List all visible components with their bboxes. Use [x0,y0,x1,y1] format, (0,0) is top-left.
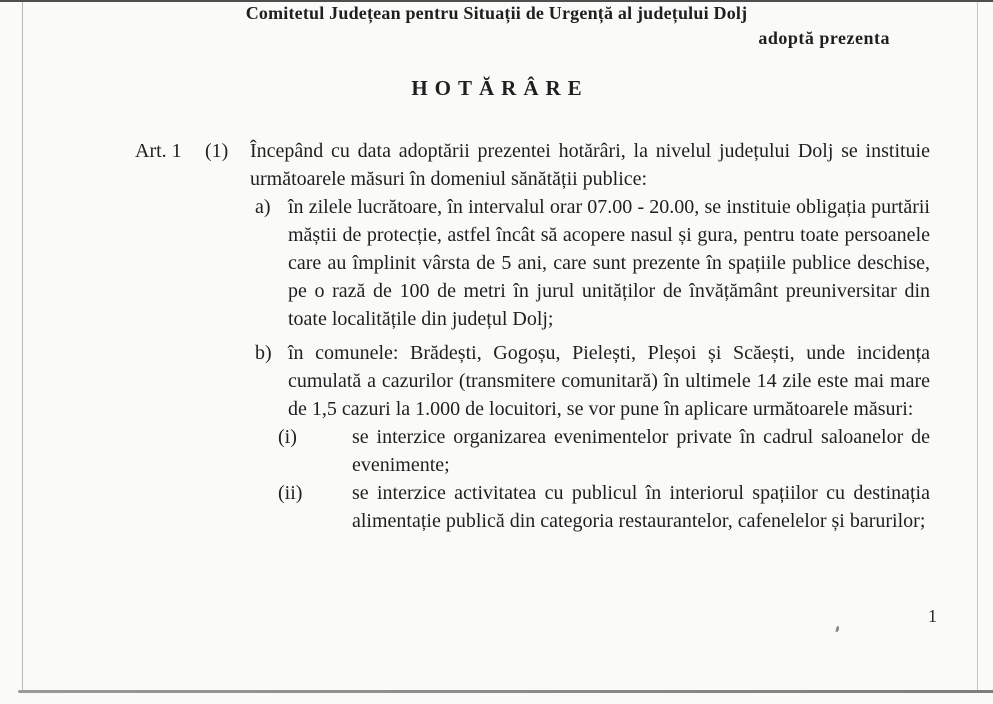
page-number: 1 [928,606,937,626]
adoption-clause: adoptă prezenta [758,28,890,48]
document-header [0,0,993,49]
item-b-text: în comunele: Brădești, Gogoșu, Pielești, Pleșoi și Scăești, unde incidența cumulată a cazurilor (transmitere comunitară) în ultimele 14 zile este mai mare de 1,5 cazuri la 1.000 de locuitori, se vor pune în aplicare următoarele măsuri: [288,342,930,420]
list-item-a [255,193,930,333]
item-ii-marker: (ii) [278,482,303,504]
item-ii-text: se interzice activitatea cu publicul în interiorul spațiilor cu destinația alimentație publică din categoria restaurantelor, cafenelelor și barurilor; [352,482,930,532]
item-a-text: în zilele lucrătoare, în intervalul orar 07.00 - 20.00, se instituie obligația purtării măștii de protecție, astfel încât să acopere nasul și gura, pentru toate persoanele care au împlinit vârsta de 5 ani, care sunt prezente în spațiile publice deschise, pe o rază de 100 de metri în jurul unităților de învățământ preuniversitar din toate localitățile din județul Dolj; [288,196,930,330]
scan-line-bottom [18,690,993,693]
scan-border-right [977,2,978,692]
paragraph-marker: (1) [205,140,229,162]
list-item-ii [278,479,930,535]
article-marker: Art. 1 [135,140,182,162]
item-a-marker: a) [255,196,271,218]
measures-list [255,193,930,535]
scan-speck-artifact [835,626,839,632]
list-item-i [278,423,930,479]
document-title: HOTĂRÂRE [411,76,589,100]
document-body [0,137,993,535]
article-intro: Începând cu data adoptării prezentei hotărâri, la nivelul județului Dolj se instituie următoarele măsuri în domeniul sănătății publice: [250,140,930,190]
sub-measures-list [278,423,930,535]
list-item-b [255,339,930,535]
article-1 [135,137,930,535]
item-i-marker: (i) [278,426,297,448]
item-i-text: se interzice organizarea evenimentelor private în cadrul saloanelor de evenimente; [352,426,930,476]
scan-border-left [22,2,23,692]
issuing-authority: Comitetul Județean pentru Situații de Urgență al județului Dolj [245,3,748,23]
scan-border-top [0,0,993,2]
item-b-body [278,339,930,535]
item-b-marker: b) [255,342,272,364]
